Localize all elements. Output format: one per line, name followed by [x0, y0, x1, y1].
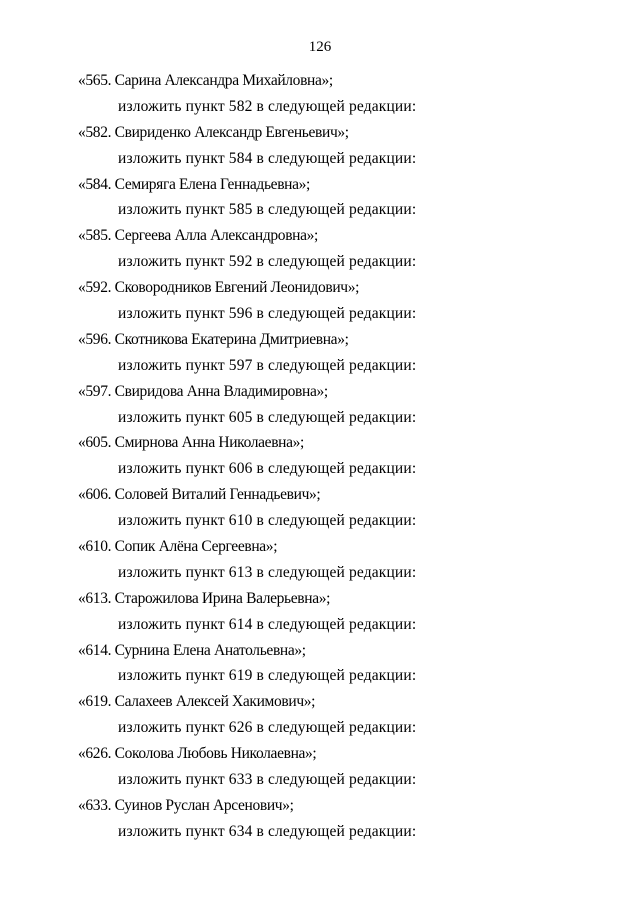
- amendment-instruction: изложить пункт 584 в следующей редакции:: [118, 149, 417, 167]
- amendment-instruction: изложить пункт 614 в следующей редакции:: [118, 615, 417, 633]
- amendment-instruction: изложить пункт 582 в следующей редакции:: [118, 97, 417, 115]
- list-entry: «619. Салахеев Алексей Хакимович»;: [78, 693, 316, 711]
- list-entry: «584. Семиряга Елена Геннадьевна»;: [78, 175, 310, 193]
- amendment-instruction: изложить пункт 610 в следующей редакции:: [118, 512, 417, 530]
- amendment-instruction: изложить пункт 626 в следующей редакции:: [118, 719, 417, 737]
- amendment-instruction: изложить пункт 596 в следующей редакции:: [118, 305, 417, 323]
- list-entry: «597. Свиридова Анна Владимировна»;: [78, 382, 328, 400]
- list-entry: «592. Сковородников Евгений Леонидович»;: [78, 279, 360, 297]
- page-number: 126: [308, 39, 332, 55]
- list-entry: «610. Сопик Алёна Сергеевна»;: [78, 538, 278, 556]
- list-entry: «582. Свириденко Александр Евгеньевич»;: [78, 123, 349, 141]
- list-entry: «596. Скотникова Екатерина Дмитриевна»;: [78, 330, 349, 348]
- amendment-list: [0, 68, 640, 845]
- amendment-instruction: изложить пункт 633 в следующей редакции:: [118, 771, 417, 789]
- list-entry: «614. Сурнина Елена Анатольевна»;: [78, 641, 306, 659]
- amendment-instruction: изложить пункт 606 в следующей редакции:: [118, 460, 417, 478]
- list-entry: «605. Смирнова Анна Николаевна»;: [78, 434, 305, 452]
- list-entry: «606. Соловей Виталий Геннадьевич»;: [78, 486, 321, 504]
- amendment-instruction: изложить пункт 592 в следующей редакции:: [118, 253, 417, 271]
- list-entry: «613. Старожилова Ирина Валерьевна»;: [78, 589, 331, 607]
- list-entry: «565. Сарина Александра Михайловна»;: [78, 72, 333, 89]
- amendment-instruction: изложить пункт 634 в следующей редакции:: [118, 822, 417, 840]
- amendment-instruction: изложить пункт 613 в следующей редакции:: [118, 563, 417, 581]
- amendment-instruction: изложить пункт 597 в следующей редакции:: [118, 356, 417, 374]
- list-entry: «585. Сергеева Алла Александровна»;: [78, 227, 318, 245]
- list-entry: «633. Суинов Руслан Арсенович»;: [78, 796, 294, 814]
- list-entry: «626. Соколова Любовь Николаевна»;: [78, 745, 317, 763]
- amendment-instruction: изложить пункт 605 в следующей редакции:: [118, 408, 417, 426]
- amendment-instruction: изложить пункт 585 в следующей редакции:: [118, 201, 417, 219]
- amendment-instruction: изложить пункт 619 в следующей редакции:: [118, 667, 417, 685]
